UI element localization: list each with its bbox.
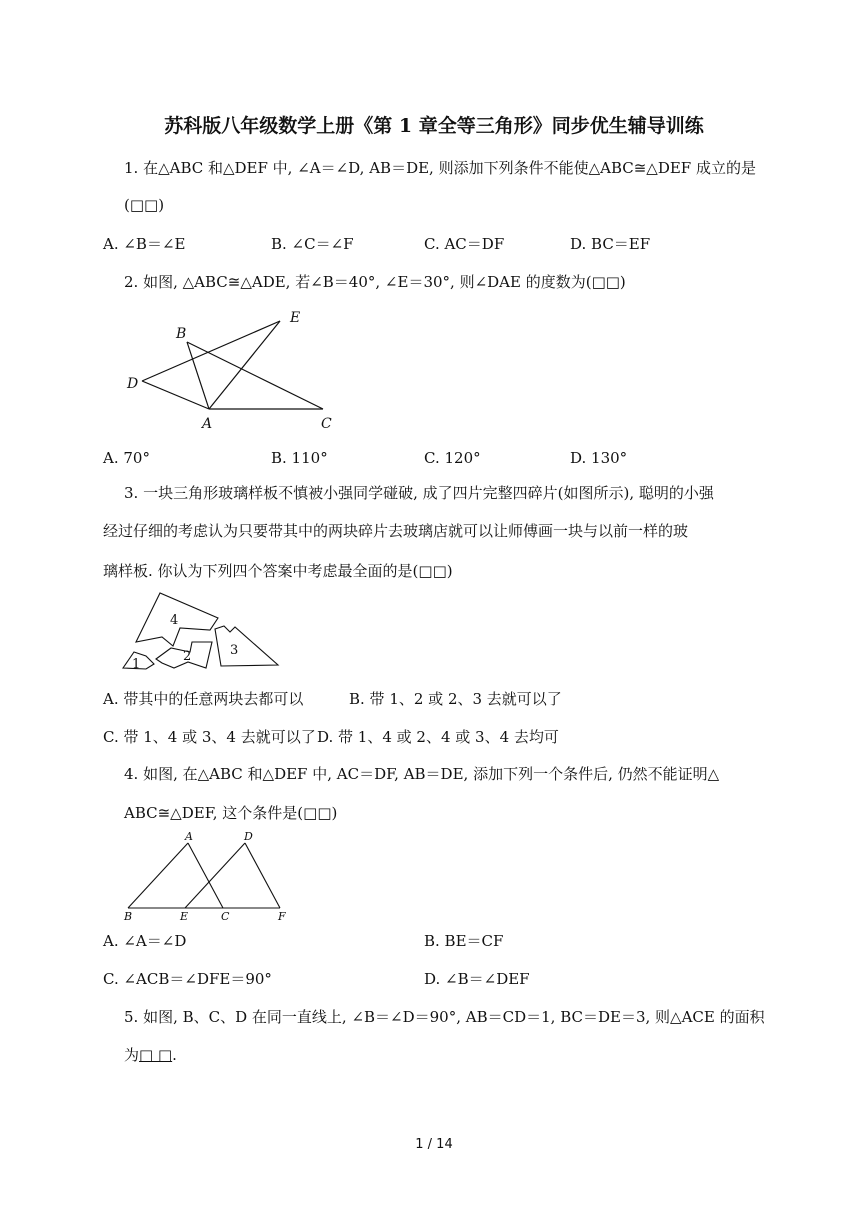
q1-option-c: C. AC＝DF (424, 235, 505, 253)
q2-segment-ae (209, 321, 280, 409)
q3-glass-pieces-figure (118, 590, 283, 672)
q1-option-d: D. BC＝EF (570, 235, 651, 253)
q3-piece-3 (215, 626, 278, 666)
q3-option-b: B. 带 1、2 或 2、3 去就可以了 (349, 690, 562, 708)
q5-suffix: . (172, 1046, 177, 1064)
q4-label-b: B (124, 910, 133, 923)
q2-label-e: E (290, 310, 301, 326)
q2-option-d: D. 130° (570, 449, 628, 467)
q2-stem: 2. 如图, △ABC≅△ADE, 若∠B＝40°, ∠E＝30°, 则∠DAE 的度数为(□□) (124, 273, 626, 291)
q4-line-1: 4. 如图, 在△ABC 和△DEF 中, AC＝DF, AB＝DE, 添加下列一个条件后, 仍然不能证明△ (124, 765, 720, 783)
q4-label-d: D (244, 830, 253, 843)
q2-label-d: D (127, 376, 139, 392)
q2-option-b: B. 110° (271, 449, 328, 467)
q4-option-c: C. ∠ACB＝∠DFE＝90° (103, 970, 272, 988)
q2-segment-ba (187, 342, 209, 409)
q4-option-b: B. BE＝CF (424, 932, 504, 950)
q2-label-b: B (176, 326, 187, 342)
q2-segment-de (142, 321, 280, 381)
q4-option-a: A. ∠A＝∠D (103, 932, 187, 950)
q1-answer-paren: (□□) (124, 196, 165, 214)
q2-segment-da (142, 381, 209, 409)
q4-label-a: A (185, 830, 193, 843)
q2-label-a: A (202, 416, 213, 432)
q3-option-d: D. 带 1、4 或 2、4 或 3、4 去均可 (317, 728, 559, 746)
page-title: 苏科版八年级数学上册《第 1 章全等三角形》同步优生辅导训练 (164, 115, 704, 137)
q5-prefix: 为 (124, 1046, 140, 1064)
q1-option-b: B. ∠C＝∠F (271, 235, 354, 253)
q5-answer-blank: □ □ (139, 1046, 173, 1064)
q4-line-2: ABC≅△DEF, 这个条件是(□□) (124, 804, 338, 822)
q3-line-1: 3. 一块三角形玻璃样板不慎被小强同学碰破, 成了四片完整四碎片(如图所示), 聪明的小强 (124, 484, 714, 502)
q5-line-2 (124, 1044, 177, 1066)
q4-triangle-figure (118, 828, 298, 926)
q3-line-3: 璃样板. 你认为下列四个答案中考虑最全面的是(□□) (103, 562, 453, 580)
q4-label-f: F (278, 910, 286, 923)
q3-line-2: 经过仔细的考虑认为只要带其中的两块碎片去玻璃店就可以让师傅画一块与以前一样的玻 (103, 522, 689, 540)
q4-segment-ac (188, 843, 223, 908)
q2-label-c: C (321, 416, 332, 432)
q4-option-d: D. ∠B＝∠DEF (424, 970, 530, 988)
q3-label-4: 4 (170, 613, 179, 628)
q3-option-c: C. 带 1、4 或 3、4 去就可以了 (103, 728, 316, 746)
q4-segment-df (245, 843, 280, 908)
q4-segment-ed (185, 843, 245, 908)
q3-label-3: 3 (230, 643, 239, 658)
q4-label-e: E (180, 910, 189, 923)
q3-label-2: 2 (183, 649, 192, 664)
q4-label-c: C (221, 910, 230, 923)
q3-option-a: A. 带其中的任意两块去都可以 (103, 690, 304, 708)
q3-label-1: 1 (132, 657, 141, 672)
q4-segment-ba (128, 843, 188, 908)
q1-stem: 1. 在△ABC 和△DEF 中, ∠A＝∠D, AB＝DE, 则添加下列条件不能使△ABC≅△DEF 成立的是 (124, 159, 756, 177)
q2-option-a: A. 70° (103, 449, 150, 467)
page-number: 1 / 14 (415, 1137, 453, 1152)
q2-option-c: C. 120° (424, 449, 481, 467)
q2-triangle-figure (118, 302, 348, 434)
q1-option-a: A. ∠B＝∠E (103, 235, 186, 253)
q5-line-1: 5. 如图, B、C、D 在同一直线上, ∠B＝∠D＝90°, AB＝CD＝1, BC＝DE＝3, 则△ACE 的面积 (124, 1008, 765, 1026)
